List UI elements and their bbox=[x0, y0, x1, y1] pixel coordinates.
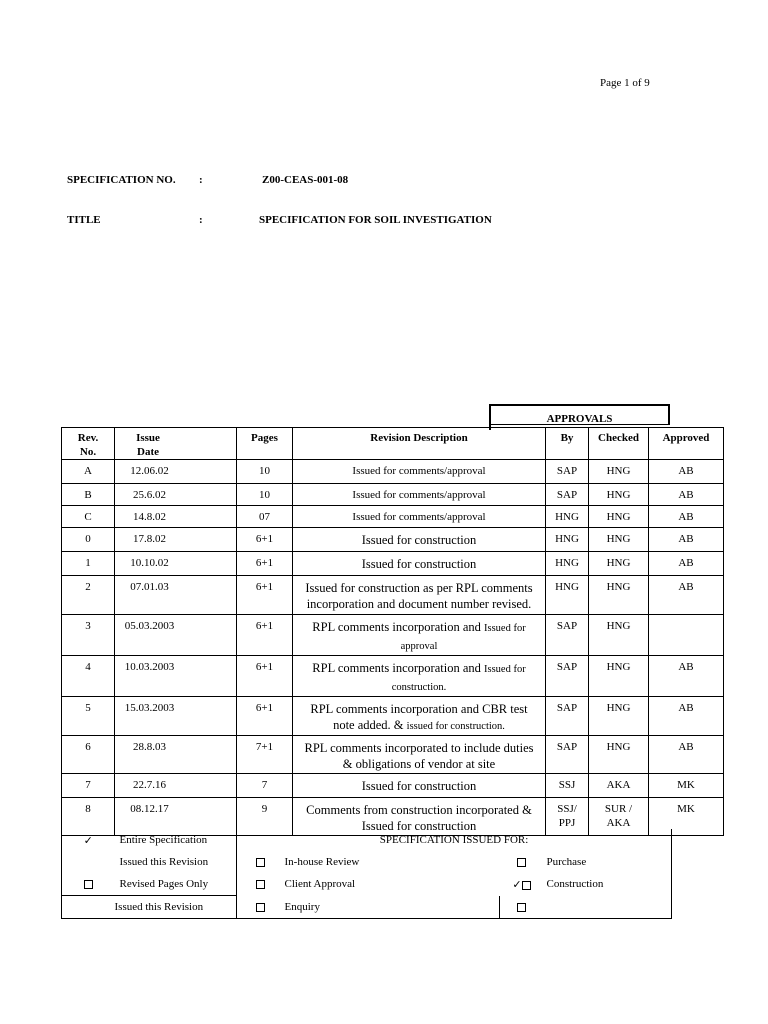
cell-pages: 6+1 bbox=[237, 697, 293, 736]
cell-by: SAP bbox=[546, 460, 589, 484]
cell-description: Issued for construction bbox=[293, 552, 546, 576]
spec-no-label: SPECIFICATION NO. bbox=[67, 174, 176, 186]
col-issue-date: Issue Date bbox=[115, 428, 237, 460]
cell-pages: 6+1 bbox=[237, 528, 293, 552]
issued-this-revision-2: Issued this Revision bbox=[115, 896, 237, 919]
col-by: By bbox=[546, 428, 589, 460]
entire-spec-check[interactable]: ✓ bbox=[62, 829, 115, 851]
approvals-left-border bbox=[489, 404, 491, 430]
cell-description: RPL comments incorporation and Issued for construction. bbox=[293, 656, 546, 697]
col-description: Revision Description bbox=[293, 428, 546, 460]
table-row bbox=[62, 615, 724, 656]
cell-approved bbox=[649, 615, 724, 656]
cell-rev: 4 bbox=[62, 656, 115, 697]
cell-issue-date: 05.03.2003 bbox=[115, 615, 237, 656]
cell-approved: MK bbox=[649, 798, 724, 836]
cell-rev: 5 bbox=[62, 697, 115, 736]
cell-by: HNG bbox=[546, 528, 589, 552]
cell-issue-date: 12.06.02 bbox=[115, 460, 237, 484]
table-row bbox=[62, 484, 724, 506]
cell-by: HNG bbox=[546, 506, 589, 528]
cell-checked: AKA bbox=[589, 774, 649, 798]
cell-rev: C bbox=[62, 506, 115, 528]
cell-description: Issued for comments/approval bbox=[293, 506, 546, 528]
cell-rev: 8 bbox=[62, 798, 115, 836]
cell-description: RPL comments incorporation and Issued for approval bbox=[293, 615, 546, 656]
cell-checked: HNG bbox=[589, 656, 649, 697]
cell-by: HNG bbox=[546, 552, 589, 576]
table-row bbox=[62, 697, 724, 736]
cell-pages: 7 bbox=[237, 774, 293, 798]
revised-pages-checkbox[interactable] bbox=[84, 880, 93, 889]
table-row bbox=[62, 506, 724, 528]
cell-approved: AB bbox=[649, 460, 724, 484]
revised-pages-label: Revised Pages Only bbox=[115, 873, 237, 896]
cell-pages: 10 bbox=[237, 484, 293, 506]
cell-approved: AB bbox=[649, 576, 724, 615]
table-row bbox=[62, 774, 724, 798]
cell-description: Issued for comments/approval bbox=[293, 460, 546, 484]
cell-checked: HNG bbox=[589, 484, 649, 506]
table-row bbox=[62, 576, 724, 615]
cell-by: SSJ/ PPJ bbox=[546, 798, 589, 836]
cell-checked: HNG bbox=[589, 460, 649, 484]
purchase-label: Purchase bbox=[544, 851, 672, 873]
cell-issue-date: 15.03.2003 bbox=[115, 697, 237, 736]
cell-pages: 6+1 bbox=[237, 576, 293, 615]
cell-issue-date: 08.12.17 bbox=[115, 798, 237, 836]
cell-pages: 6+1 bbox=[237, 615, 293, 656]
cell-issue-date: 10.03.2003 bbox=[115, 656, 237, 697]
revision-table bbox=[61, 427, 724, 836]
cell-by: SAP bbox=[546, 656, 589, 697]
table-row bbox=[62, 656, 724, 697]
cell-rev: 3 bbox=[62, 615, 115, 656]
construction-checkbox[interactable] bbox=[522, 881, 531, 890]
cell-by: SAP bbox=[546, 484, 589, 506]
cell-pages: 10 bbox=[237, 460, 293, 484]
cell-pages: 6+1 bbox=[237, 656, 293, 697]
enquiry-label: Enquiry bbox=[285, 896, 500, 919]
cell-approved: MK bbox=[649, 774, 724, 798]
cell-rev: 1 bbox=[62, 552, 115, 576]
cell-by: SAP bbox=[546, 697, 589, 736]
cell-rev: 2 bbox=[62, 576, 115, 615]
cell-issue-date: 28.8.03 bbox=[115, 736, 237, 774]
cell-by: SAP bbox=[546, 615, 589, 656]
title-label: TITLE bbox=[67, 214, 101, 226]
cell-approved: AB bbox=[649, 697, 724, 736]
client-approval-label: Client Approval bbox=[284, 878, 356, 891]
cell-checked: HNG bbox=[589, 552, 649, 576]
cell-approved: AB bbox=[649, 552, 724, 576]
approvals-header: APPROVALS bbox=[489, 404, 670, 425]
enquiry-checkbox[interactable] bbox=[256, 903, 265, 912]
cell-by: HNG bbox=[546, 576, 589, 615]
page-number: Page 1 of 9 bbox=[600, 77, 650, 89]
cell-pages: 9 bbox=[237, 798, 293, 836]
cell-checked: SUR / AKA bbox=[589, 798, 649, 836]
cell-rev: 7 bbox=[62, 774, 115, 798]
cell-checked: HNG bbox=[589, 697, 649, 736]
cell-pages: 7+1 bbox=[237, 736, 293, 774]
issued-this-revision-1: Issued this Revision bbox=[115, 851, 237, 873]
col-checked: Checked bbox=[589, 428, 649, 460]
table-row bbox=[62, 528, 724, 552]
in-house-checkbox[interactable] bbox=[256, 858, 265, 867]
spec-no-value: Z00-CEAS-001-08 bbox=[262, 174, 349, 186]
cell-checked: HNG bbox=[589, 576, 649, 615]
cell-approved: AB bbox=[649, 506, 724, 528]
cell-rev: 6 bbox=[62, 736, 115, 774]
cell-description: Issued for construction bbox=[293, 774, 546, 798]
purchase-checkbox[interactable] bbox=[517, 858, 526, 867]
cell-checked: HNG bbox=[589, 736, 649, 774]
cell-description: RPL comments incorporation and CBR test note added. & issued for construction. bbox=[293, 697, 546, 736]
table-row bbox=[62, 736, 724, 774]
cell-rev: A bbox=[62, 460, 115, 484]
col-pages: Pages bbox=[237, 428, 293, 460]
cell-issue-date: 17.8.02 bbox=[115, 528, 237, 552]
cell-checked: HNG bbox=[589, 528, 649, 552]
table-row bbox=[62, 460, 724, 484]
issued-for-title: SPECIFICATION ISSUED FOR: bbox=[237, 829, 672, 851]
cell-description: Issued for construction bbox=[293, 528, 546, 552]
cell-checked: HNG bbox=[589, 506, 649, 528]
construction-check-mark: ✓ bbox=[512, 878, 522, 891]
col-approved: Approved bbox=[649, 428, 724, 460]
cell-description: RPL comments incorporated to include duties & obligations of vendor at site bbox=[293, 736, 546, 774]
cell-by: SSJ bbox=[546, 774, 589, 798]
table-row bbox=[62, 552, 724, 576]
cell-rev: B bbox=[62, 484, 115, 506]
issue-footer bbox=[61, 829, 672, 919]
blank-checkbox[interactable] bbox=[517, 903, 526, 912]
cell-issue-date: 22.7.16 bbox=[115, 774, 237, 798]
cell-approved: AB bbox=[649, 656, 724, 697]
cell-rev: 0 bbox=[62, 528, 115, 552]
spec-no-colon: : bbox=[199, 174, 203, 186]
cell-issue-date: 10.10.02 bbox=[115, 552, 237, 576]
client-approval-checkbox[interactable] bbox=[256, 880, 265, 889]
in-house-label: In-house Review bbox=[284, 856, 360, 868]
cell-by: SAP bbox=[546, 736, 589, 774]
col-rev: Rev. No. bbox=[62, 428, 115, 460]
cell-description: Issued for construction as per RPL comments incorporation and document number revised. bbox=[293, 576, 546, 615]
cell-issue-date: 07.01.03 bbox=[115, 576, 237, 615]
cell-pages: 07 bbox=[237, 506, 293, 528]
cell-pages: 6+1 bbox=[237, 552, 293, 576]
cell-approved: AB bbox=[649, 484, 724, 506]
revision-table-header bbox=[62, 428, 724, 460]
title-colon: : bbox=[199, 214, 203, 226]
title-value: SPECIFICATION FOR SOIL INVESTIGATION bbox=[259, 214, 492, 226]
entire-spec-label: Entire Specification bbox=[115, 829, 237, 851]
cell-issue-date: 14.8.02 bbox=[115, 506, 237, 528]
cell-description: Comments from construction incorporated & Issued for construction bbox=[293, 798, 546, 836]
cell-approved: AB bbox=[649, 736, 724, 774]
construction-label: Construction bbox=[544, 873, 672, 896]
cell-description: Issued for comments/approval bbox=[293, 484, 546, 506]
revision-rows bbox=[62, 460, 724, 836]
cell-approved: AB bbox=[649, 528, 724, 552]
cell-issue-date: 25.6.02 bbox=[115, 484, 237, 506]
cell-checked: HNG bbox=[589, 615, 649, 656]
